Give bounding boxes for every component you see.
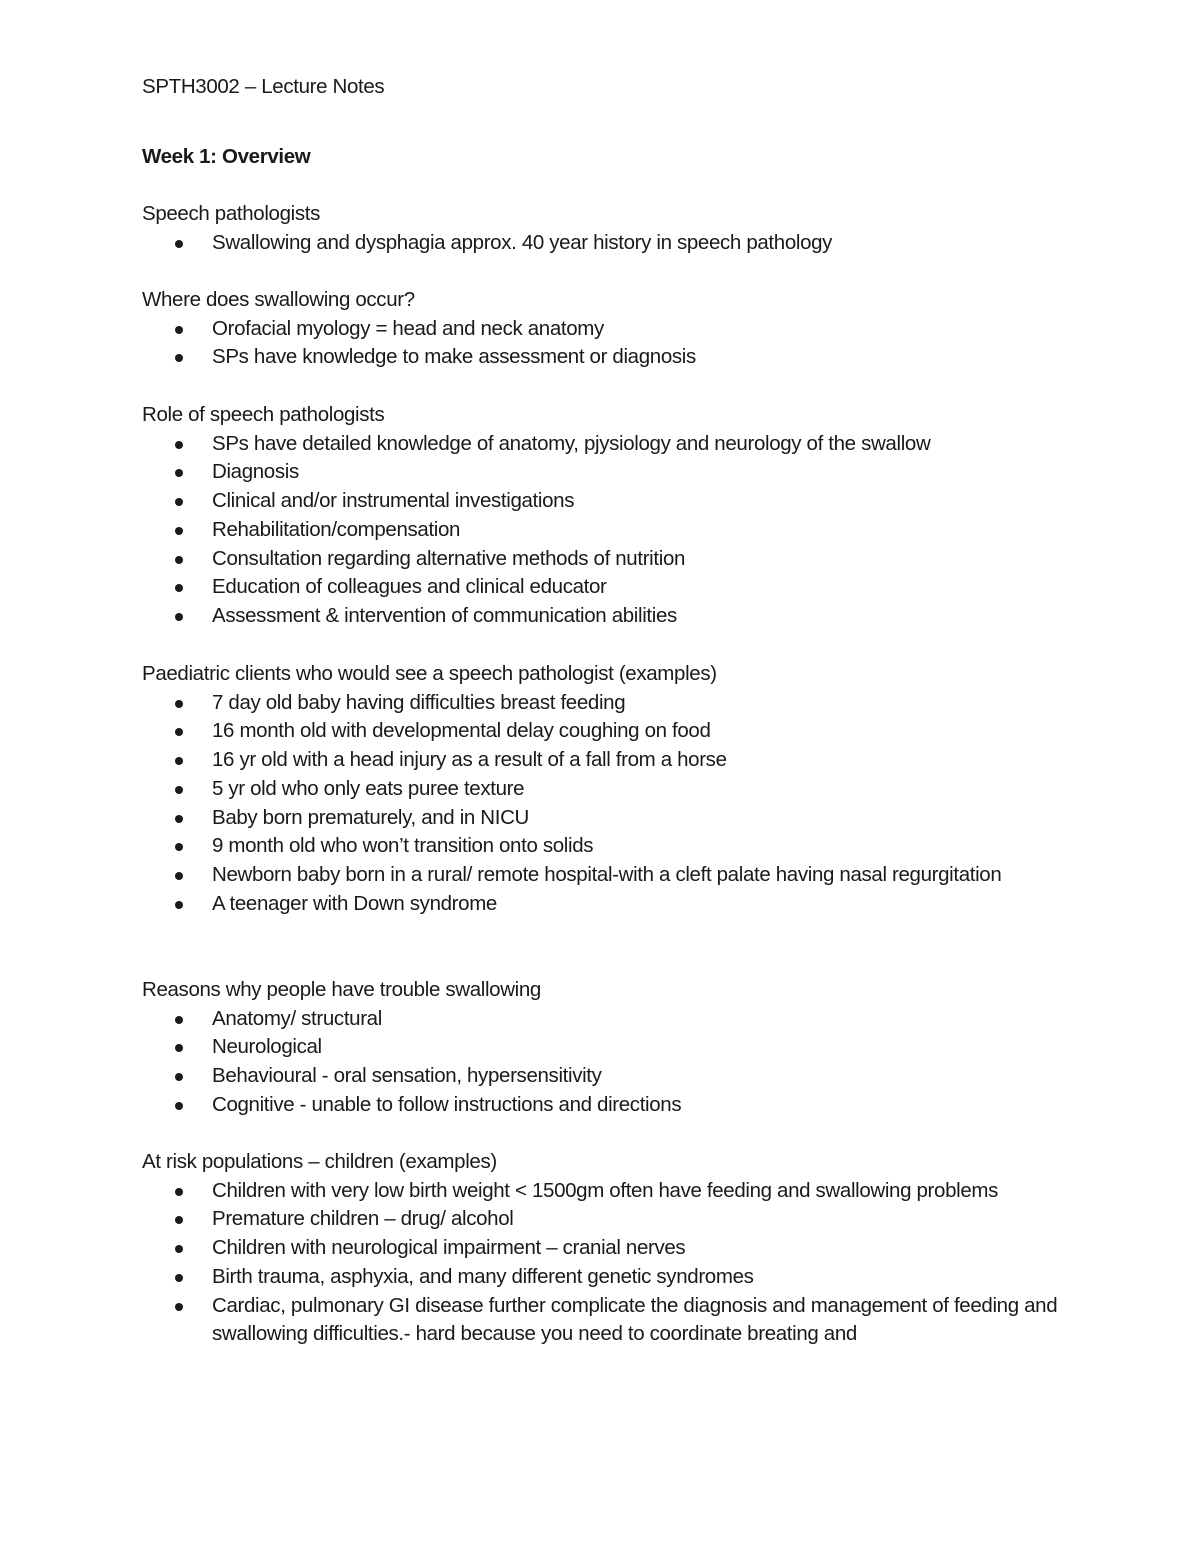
list-item-text: SPs have knowledge to make assessment or diagnosis (212, 345, 696, 369)
bullet-icon (175, 1016, 183, 1024)
list-item (142, 545, 1072, 574)
bullet-icon (175, 872, 183, 880)
list-item-text: Premature children – drug/ alcohol (212, 1207, 514, 1231)
list-item (142, 890, 1072, 919)
list-item (142, 343, 1072, 372)
list-item (142, 861, 1072, 890)
list-item-text: Baby born prematurely, and in NICU (212, 805, 530, 829)
bullet-icon (175, 354, 183, 362)
list-item-text: SPs have detailed knowledge of anatomy, pjysiology and neurology of the swallow (212, 431, 931, 455)
list-item-text: 16 yr old with a head injury as a result of a fall from a horse (212, 748, 727, 772)
list-item (142, 458, 1072, 487)
list-item-text: 9 month old who won’t transition onto solids (212, 834, 594, 858)
section-heading: Speech pathologists (142, 202, 320, 225)
bullet-icon (175, 1102, 183, 1110)
bullet-icon (175, 1216, 183, 1224)
section-heading: Reasons why people have trouble swallowing (142, 978, 541, 1001)
list-item-text: Diagnosis (212, 460, 299, 484)
list-item-text: Birth trauma, asphyxia, and many different genetic syndromes (212, 1264, 754, 1288)
bullet-icon (175, 240, 183, 248)
section (142, 976, 1072, 1120)
bullet-icon (175, 901, 183, 909)
bullet-icon (175, 1044, 183, 1052)
list-item-text: Orofacial myology = head and neck anatomy (212, 316, 604, 340)
list-item-text: 16 month old with developmental delay coughing on food (212, 719, 711, 743)
list-item-text: A teenager with Down syndrome (212, 891, 497, 915)
list-item-text: Rehabilitation/compensation (212, 517, 461, 541)
section (142, 1148, 1072, 1349)
list-item-text: Swallowing and dysphagia approx. 40 year history in speech pathology (212, 230, 833, 254)
bullet-icon (175, 1188, 183, 1196)
bullet-icon (175, 1073, 183, 1081)
bullet-icon (175, 757, 183, 765)
bullet-icon (175, 556, 183, 564)
section (142, 401, 1072, 631)
list-item-text: Children with neurological impairment – cranial nerves (212, 1236, 686, 1260)
list-item-text: Anatomy/ structural (212, 1006, 382, 1030)
list-item (142, 516, 1072, 545)
list-item (142, 746, 1072, 775)
bullet-list (142, 1177, 1072, 1349)
list-item (142, 832, 1072, 861)
list-item (142, 573, 1072, 602)
bullet-icon (175, 815, 183, 823)
section-heading: Paediatric clients who would see a speech pathologist (examples) (142, 662, 717, 685)
list-item (142, 229, 1072, 258)
bullet-icon (175, 469, 183, 477)
bullet-icon (175, 1303, 183, 1311)
list-item (142, 1234, 1072, 1263)
bullet-icon (175, 441, 183, 449)
bullet-icon (175, 527, 183, 535)
list-item (142, 804, 1072, 833)
bullet-icon (175, 728, 183, 736)
section (142, 200, 1072, 257)
list-item (142, 315, 1072, 344)
bullet-icon (175, 1274, 183, 1282)
list-item (142, 775, 1072, 804)
list-item-text: Neurological (212, 1035, 322, 1059)
list-item (142, 602, 1072, 631)
list-item-text: Clinical and/or instrumental investigations (212, 489, 575, 513)
list-item-text: Cardiac, pulmonary GI disease further complicate the diagnosis and management of feeding and swallowing difficulties.- hard because you need to coordinate breating and (212, 1293, 1058, 1346)
bullet-icon (175, 498, 183, 506)
list-item-text: Cognitive - unable to follow instructions and directions (212, 1092, 682, 1116)
bullet-list (142, 1005, 1072, 1120)
list-item-text: 5 yr old who only eats puree texture (212, 776, 525, 800)
list-item-text: Education of colleagues and clinical educator (212, 575, 607, 599)
list-item-text: Children with very low birth weight < 1500gm often have feeding and swallowing problems (212, 1178, 999, 1202)
list-item (142, 430, 1072, 459)
bullet-list (142, 229, 1072, 258)
section (142, 660, 1072, 918)
bullet-icon (175, 1245, 183, 1253)
document-title: SPTH3002 – Lecture Notes (142, 75, 385, 98)
list-item (142, 1205, 1072, 1234)
bullet-icon (175, 700, 183, 708)
list-item (142, 1033, 1072, 1062)
list-item (142, 487, 1072, 516)
bullet-icon (175, 786, 183, 794)
list-item-text: Assessment & intervention of communication abilities (212, 603, 677, 627)
section-heading: At risk populations – children (examples) (142, 1150, 497, 1173)
list-item (142, 689, 1072, 718)
list-item-text: 7 day old baby having difficulties breast feeding (212, 690, 626, 714)
list-item (142, 1292, 1072, 1349)
section-heading: Role of speech pathologists (142, 403, 385, 426)
list-item (142, 1062, 1072, 1091)
list-item (142, 1005, 1072, 1034)
list-item (142, 717, 1072, 746)
bullet-icon (175, 326, 183, 334)
section-heading: Where does swallowing occur? (142, 288, 415, 311)
bullet-list (142, 430, 1072, 631)
list-item (142, 1177, 1072, 1206)
list-item-text: Consultation regarding alternative methods of nutrition (212, 546, 686, 570)
bullet-list (142, 315, 1072, 372)
section (142, 286, 1072, 372)
bullet-icon (175, 584, 183, 592)
list-item (142, 1263, 1072, 1292)
week-heading: Week 1: Overview (142, 145, 311, 168)
list-item-text: Behavioural - oral sensation, hypersensitivity (212, 1064, 602, 1088)
bullet-icon (175, 843, 183, 851)
list-item (142, 1091, 1072, 1120)
bullet-list (142, 689, 1072, 919)
list-item-text: Newborn baby born in a rural/ remote hospital-with a cleft palate having nasal regurgitation (212, 862, 1002, 886)
bullet-icon (175, 613, 183, 621)
